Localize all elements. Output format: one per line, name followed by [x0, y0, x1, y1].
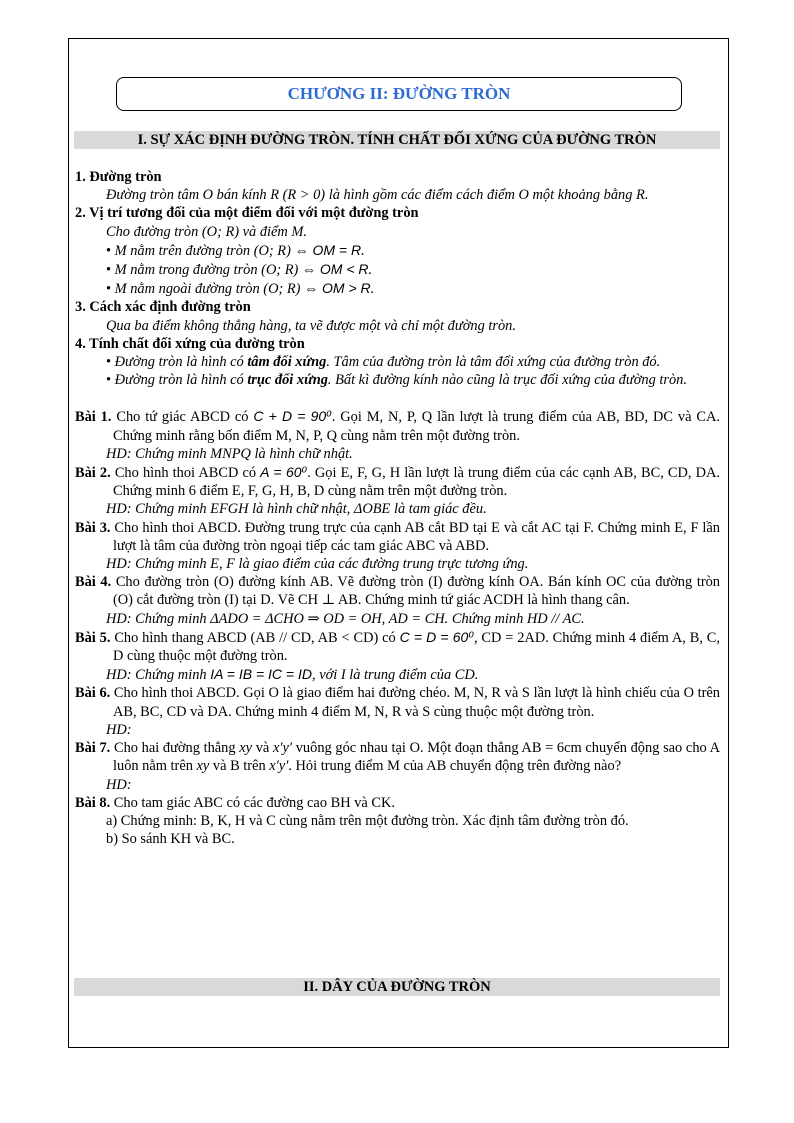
bullet-icon: • [106, 372, 112, 389]
chapter-title: CHƯƠNG II: ĐƯỜNG TRÒN [116, 77, 682, 111]
bullet-icon: • [106, 354, 112, 371]
theory-body-3: Qua ba điểm không thẳng hàng, ta vẽ được một và chỉ một đường tròn. [106, 317, 516, 334]
bullet-icon: • [106, 281, 112, 298]
exercise-7: Bài 7. Cho hai đường thẳng xy và x′y′ vuông góc nhau tại O. Một đoạn thẳng AB = 6cm chuyển động sao cho A luôn nằm trên xy và B trên x′y′. Hỏi trung điểm M của AB chuyển động trên đường nào? [75, 740, 720, 775]
math-angle-sum: C + D = 90⁰ [253, 408, 332, 425]
exercise-2-hint: HD: Chứng minh EFGH là hình chữ nhật, ΔOBE là tam giác đều. [106, 501, 487, 518]
bullet-icon: • [106, 262, 112, 279]
theory-bullet-inside: • M nằm trong đường tròn (O; R) ⇔ OM < R. [106, 261, 373, 279]
math-om-gt-r: OM > R [322, 280, 371, 297]
theory-bullet-axis-symmetry: • Đường tròn là hình có trục đối xứng. Bất kì đường kính nào cũng là trục đối xứng của đường tròn. [106, 372, 687, 389]
exercise-6-hint: HD: [106, 721, 132, 738]
exercise-2: Bài 2. Cho hình thoi ABCD có A = 60⁰. Gọi E, F, G, H lần lượt là trung điểm của các cạnh AB, BC, CD, DA. Chứng minh 6 điểm E, F, G, H, B, D cùng nằm trên một đường tròn. [75, 464, 720, 500]
exercise-6: Bài 6. Cho hình thoi ABCD. Gọi O là giao điểm hai đường chéo. M, N, R và S lần lượt là hình chiếu của O trên AB, BC, CD và DA. Chứng minh 4 điểm M, N, R và S cùng thuộc một đường tròn. [75, 685, 720, 720]
math-om-eq-r: OM = R [312, 241, 362, 258]
exercise-4: Bài 4. Cho đường tròn (O) đường kính AB. Vẽ đường tròn (I) đường kính OA. Bán kính OC của đường tròn (O) cắt đường tròn (I) tại D. Vẽ CH ⊥ AB. Chứng minh tứ giác ACDH là hình thang cân. [75, 574, 720, 609]
page-content [75, 168, 720, 848]
math-om-lt-r: OM < R [319, 261, 369, 278]
exercise-1: Bài 1. Cho tứ giác ABCD có C + D = 90⁰. Gọi M, N, P, Q lần lượt là trung điểm của AB, BD, DC và CA. Chứng minh rằng bốn điểm M, N, P, Q cùng nằm trên một đường tròn. [75, 408, 720, 444]
theory-heading-2: 2. Vị trí tương đối của một điểm đối với một đường tròn [75, 205, 419, 222]
section-title-2: II. DÂY CỦA ĐƯỜNG TRÒN [74, 978, 720, 996]
theory-bullet-outside: • M nằm ngoài đường tròn (O; R) ⇔ OM > R. [106, 280, 375, 298]
theory-heading-4: 4. Tính chất đối xứng của đường tròn [75, 335, 305, 352]
exercise-3-hint: HD: Chứng minh E, F là giao điểm của các đường trung trực tương ứng. [106, 556, 529, 573]
theory-intro-2: Cho đường tròn (O; R) và điểm M. [106, 223, 307, 240]
theory-body-1: Đường tròn tâm O bán kính R (R > 0) là hình gồm các điểm cách điểm O một khoảng bằng R. [106, 187, 649, 204]
theory-heading-1: 1. Đường tròn [75, 169, 162, 185]
exercise-8: Bài 8. Cho tam giác ABC có các đường cao BH và CK. [75, 794, 395, 811]
section-title-1: I. SỰ XÁC ĐỊNH ĐƯỜNG TRÒN. TÍNH CHẤT ĐỐI XỨNG CỦA ĐƯỜNG TRÒN [74, 131, 720, 149]
exercise-3: Bài 3. Cho hình thoi ABCD. Đường trung trực của cạnh AB cắt BD tại E và cắt AC tại F. Chứng minh E, F lần lượt là tâm của đường tròn ngoại tiếp các tam giác ABC và ABD. [75, 519, 721, 554]
exercise-4-hint: HD: Chứng minh ΔADO = ΔCHO ⇒ OD = OH, AD = CH. Chứng minh HD // AC. [106, 610, 585, 627]
bullet-icon: • [106, 242, 112, 259]
theory-bullet-on: • M nằm trên đường tròn (O; R) ⇔ OM = R. [106, 241, 365, 259]
math-angles-cd: C = D = 60⁰ [399, 628, 474, 645]
exercise-8-part-a: a) Chứng minh: B, K, H và C cùng nằm trên một đường tròn. Xác định tâm đường tròn đó. [106, 812, 629, 829]
theory-heading-3: 3. Cách xác định đường tròn [75, 299, 251, 316]
exercise-5: Bài 5. Cho hình thang ABCD (AB // CD, AB < CD) có C = D = 60⁰, CD = 2AD. Chứng minh 4 điểm A, B, C, D cùng thuộc một đường tròn. [75, 628, 720, 665]
exercise-7-hint: HD: [106, 776, 132, 793]
math-angle-a: A = 60⁰ [260, 464, 308, 481]
exercise-5-hint: HD: Chứng minh IA = IB = IC = ID, với I là trung điểm của CD. [106, 666, 479, 684]
exercise-8-part-b: b) So sánh KH và BC. [106, 831, 235, 848]
theory-bullet-center-symmetry: • Đường tròn là hình có tâm đối xứng. Tâm của đường tròn là tâm đối xứng của đường tròn đó. [106, 354, 661, 371]
exercise-1-hint: HD: Chứng minh MNPQ là hình chữ nhật. [106, 445, 353, 462]
math-equal-radii: IA = IB = IC = ID [210, 666, 312, 683]
